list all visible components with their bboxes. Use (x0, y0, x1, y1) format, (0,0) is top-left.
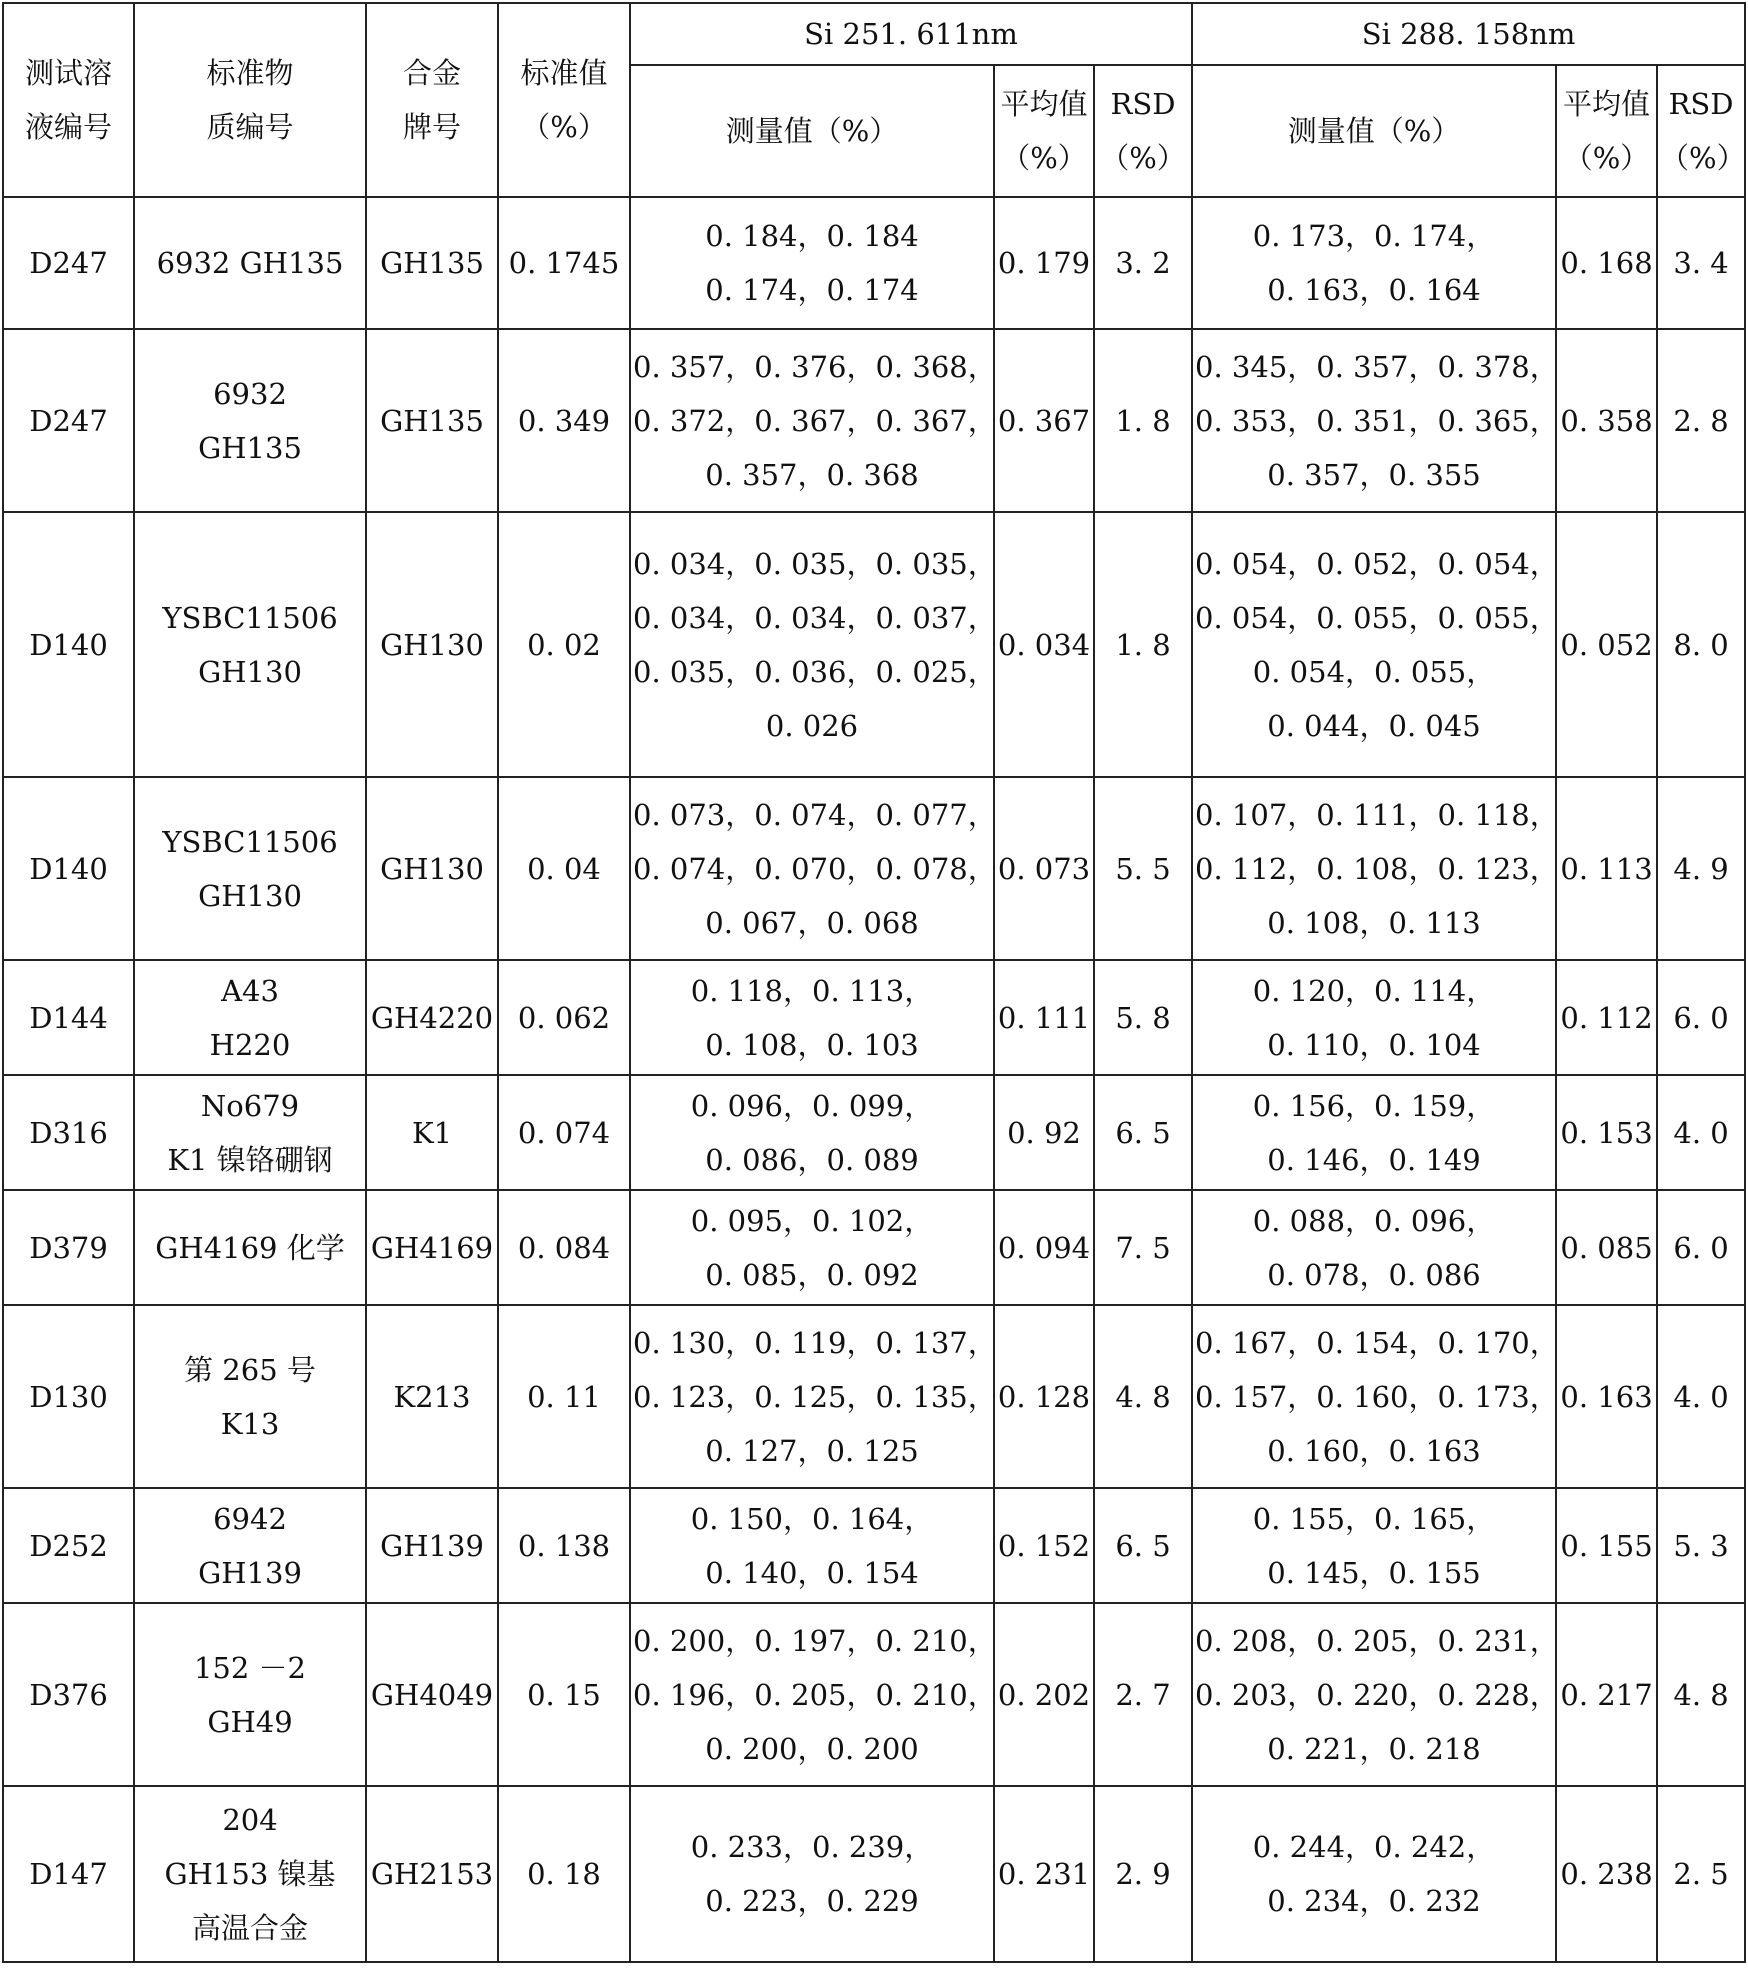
cell-alloy-grade: GH4169 (366, 1190, 498, 1305)
cell-mean-si-288: 0. 358 (1556, 329, 1657, 512)
table-row (3, 197, 1745, 329)
header-group-si-251: Si 251. 611nm (630, 3, 1192, 65)
cell-mean-si-251: 0. 92 (994, 1075, 1094, 1190)
cell-mean-si-288: 0. 155 (1556, 1488, 1657, 1603)
cell-reference-material-no: No679 K1 镍铬硼钢 (134, 1075, 366, 1190)
cell-measured-si-288: 0. 054，0. 052，0. 054， 0. 054，0. 055，0. 055， 0. 054，0. 055， 0. 044，0. 045 (1192, 512, 1556, 777)
header-rsd-1: RSD （%） (1094, 65, 1192, 197)
cell-reference-material-no: 6932 GH135 (134, 329, 366, 512)
cell-measured-si-288: 0. 088，0. 096， 0. 078，0. 086 (1192, 1190, 1556, 1305)
cell-standard-value: 0. 15 (498, 1603, 630, 1786)
cell-mean-si-251: 0. 152 (994, 1488, 1094, 1603)
cell-standard-value: 0. 084 (498, 1190, 630, 1305)
cell-test-solution-no: D144 (3, 960, 134, 1075)
cell-alloy-grade: GH4220 (366, 960, 498, 1075)
cell-test-solution-no: D147 (3, 1786, 134, 1962)
table-row (3, 1603, 1745, 1786)
cell-rsd-si-251: 1. 8 (1094, 329, 1192, 512)
table-row (3, 1305, 1745, 1488)
cell-rsd-si-288: 3. 4 (1657, 197, 1745, 329)
cell-measured-si-288: 0. 244，0. 242， 0. 234，0. 232 (1192, 1786, 1556, 1962)
cell-reference-material-no: 第 265 号 K13 (134, 1305, 366, 1488)
cell-standard-value: 0. 074 (498, 1075, 630, 1190)
cell-alloy-grade: K213 (366, 1305, 498, 1488)
cell-standard-value: 0. 349 (498, 329, 630, 512)
table-row (3, 1075, 1745, 1190)
cell-mean-si-288: 0. 163 (1556, 1305, 1657, 1488)
header-rsd-2: RSD （%） (1657, 65, 1745, 197)
cell-test-solution-no: D316 (3, 1075, 134, 1190)
cell-measured-si-251: 0. 096，0. 099， 0. 086，0. 089 (630, 1075, 994, 1190)
cell-rsd-si-288: 6. 0 (1657, 1190, 1745, 1305)
cell-measured-si-251: 0. 073，0. 074，0. 077， 0. 074，0. 070，0. 078， 0. 067，0. 068 (630, 777, 994, 960)
cell-rsd-si-251: 6. 5 (1094, 1075, 1192, 1190)
cell-rsd-si-288: 4. 0 (1657, 1305, 1745, 1488)
table-row (3, 777, 1745, 960)
cell-measured-si-288: 0. 107，0. 111，0. 118， 0. 112，0. 108，0. 123， 0. 108，0. 113 (1192, 777, 1556, 960)
cell-rsd-si-251: 5. 5 (1094, 777, 1192, 960)
cell-reference-material-no: 6942 GH139 (134, 1488, 366, 1603)
cell-standard-value: 0. 02 (498, 512, 630, 777)
cell-mean-si-251: 0. 094 (994, 1190, 1094, 1305)
cell-alloy-grade: K1 (366, 1075, 498, 1190)
cell-rsd-si-288: 6. 0 (1657, 960, 1745, 1075)
cell-alloy-grade: GH135 (366, 329, 498, 512)
cell-rsd-si-251: 6. 5 (1094, 1488, 1192, 1603)
header-group-si-288: Si 288. 158nm (1192, 3, 1745, 65)
cell-reference-material-no: YSBC11506 GH130 (134, 777, 366, 960)
cell-measured-si-251: 0. 200，0. 197，0. 210， 0. 196，0. 205，0. 210， 0. 200，0. 200 (630, 1603, 994, 1786)
table-row (3, 329, 1745, 512)
cell-measured-si-251: 0. 233，0. 239， 0. 223，0. 229 (630, 1786, 994, 1962)
cell-measured-si-288: 0. 156，0. 159， 0. 146，0. 149 (1192, 1075, 1556, 1190)
cell-rsd-si-251: 5. 8 (1094, 960, 1192, 1075)
cell-measured-si-251: 0. 118，0. 113， 0. 108，0. 103 (630, 960, 994, 1075)
cell-alloy-grade: GH2153 (366, 1786, 498, 1962)
results-table (2, 2, 1746, 1963)
cell-mean-si-288: 0. 113 (1556, 777, 1657, 960)
header-test-solution-no: 测试溶 液编号 (3, 3, 134, 197)
cell-test-solution-no: D379 (3, 1190, 134, 1305)
cell-test-solution-no: D376 (3, 1603, 134, 1786)
cell-measured-si-288: 0. 173，0. 174， 0. 163，0. 164 (1192, 197, 1556, 329)
cell-mean-si-251: 0. 231 (994, 1786, 1094, 1962)
cell-alloy-grade: GH135 (366, 197, 498, 329)
cell-rsd-si-251: 3. 2 (1094, 197, 1192, 329)
cell-alloy-grade: GH130 (366, 777, 498, 960)
cell-rsd-si-251: 2. 9 (1094, 1786, 1192, 1962)
cell-reference-material-no: YSBC11506 GH130 (134, 512, 366, 777)
cell-standard-value: 0. 11 (498, 1305, 630, 1488)
cell-rsd-si-288: 5. 3 (1657, 1488, 1745, 1603)
cell-standard-value: 0. 18 (498, 1786, 630, 1962)
cell-alloy-grade: GH130 (366, 512, 498, 777)
cell-standard-value: 0. 062 (498, 960, 630, 1075)
cell-reference-material-no: 204 GH153 镍基 高温合金 (134, 1786, 366, 1962)
table-row (3, 1488, 1745, 1603)
cell-test-solution-no: D130 (3, 1305, 134, 1488)
header-reference-material-no: 标准物 质编号 (134, 3, 366, 197)
cell-mean-si-251: 0. 073 (994, 777, 1094, 960)
cell-mean-si-288: 0. 153 (1556, 1075, 1657, 1190)
cell-measured-si-288: 0. 155，0. 165， 0. 145，0. 155 (1192, 1488, 1556, 1603)
cell-mean-si-251: 0. 034 (994, 512, 1094, 777)
header-standard-value: 标准值 （%） (498, 3, 630, 197)
cell-mean-si-288: 0. 085 (1556, 1190, 1657, 1305)
cell-reference-material-no: 6932 GH135 (134, 197, 366, 329)
cell-mean-si-251: 0. 111 (994, 960, 1094, 1075)
cell-rsd-si-288: 2. 5 (1657, 1786, 1745, 1962)
cell-reference-material-no: 152 －2 GH49 (134, 1603, 366, 1786)
cell-rsd-si-251: 2. 7 (1094, 1603, 1192, 1786)
cell-rsd-si-288: 4. 9 (1657, 777, 1745, 960)
cell-measured-si-251: 0. 357，0. 376，0. 368， 0. 372，0. 367，0. 367， 0. 357，0. 368 (630, 329, 994, 512)
cell-mean-si-288: 0. 112 (1556, 960, 1657, 1075)
cell-rsd-si-288: 4. 8 (1657, 1603, 1745, 1786)
table-row (3, 960, 1745, 1075)
cell-rsd-si-251: 4. 8 (1094, 1305, 1192, 1488)
cell-rsd-si-288: 8. 0 (1657, 512, 1745, 777)
cell-test-solution-no: D247 (3, 329, 134, 512)
cell-measured-si-288: 0. 345，0. 357，0. 378， 0. 353，0. 351，0. 365， 0. 357，0. 355 (1192, 329, 1556, 512)
cell-measured-si-251: 0. 095，0. 102， 0. 085，0. 092 (630, 1190, 994, 1305)
cell-alloy-grade: GH4049 (366, 1603, 498, 1786)
table-row (3, 512, 1745, 777)
cell-test-solution-no: D247 (3, 197, 134, 329)
cell-test-solution-no: D140 (3, 777, 134, 960)
table-row (3, 1786, 1745, 1962)
cell-rsd-si-288: 2. 8 (1657, 329, 1745, 512)
cell-measured-si-288: 0. 208，0. 205，0. 231， 0. 203，0. 220，0. 228， 0. 221，0. 218 (1192, 1603, 1556, 1786)
header-alloy-grade: 合金 牌号 (366, 3, 498, 197)
cell-measured-si-251: 0. 150，0. 164， 0. 140，0. 154 (630, 1488, 994, 1603)
cell-rsd-si-288: 4. 0 (1657, 1075, 1745, 1190)
cell-mean-si-251: 0. 128 (994, 1305, 1094, 1488)
cell-reference-material-no: A43 H220 (134, 960, 366, 1075)
cell-measured-si-288: 0. 167，0. 154，0. 170， 0. 157，0. 160，0. 173， 0. 160，0. 163 (1192, 1305, 1556, 1488)
cell-mean-si-288: 0. 052 (1556, 512, 1657, 777)
cell-standard-value: 0. 04 (498, 777, 630, 960)
cell-measured-si-251: 0. 184，0. 184 0. 174，0. 174 (630, 197, 994, 329)
cell-reference-material-no: GH4169 化学 (134, 1190, 366, 1305)
header-mean-2: 平均值 （%） (1556, 65, 1657, 197)
cell-measured-si-251: 0. 034，0. 035，0. 035， 0. 034，0. 034，0. 037， 0. 035，0. 036，0. 025， 0. 026 (630, 512, 994, 777)
cell-measured-si-288: 0. 120，0. 114， 0. 110，0. 104 (1192, 960, 1556, 1075)
header-mean-1: 平均值 （%） (994, 65, 1094, 197)
table-body (3, 197, 1745, 1962)
cell-mean-si-288: 0. 168 (1556, 197, 1657, 329)
header-measured-1: 测量值（%） (630, 65, 994, 197)
cell-mean-si-251: 0. 179 (994, 197, 1094, 329)
table-header (3, 3, 1745, 197)
cell-test-solution-no: D252 (3, 1488, 134, 1603)
cell-test-solution-no: D140 (3, 512, 134, 777)
cell-rsd-si-251: 1. 8 (1094, 512, 1192, 777)
cell-mean-si-251: 0. 367 (994, 329, 1094, 512)
cell-alloy-grade: GH139 (366, 1488, 498, 1603)
cell-rsd-si-251: 7. 5 (1094, 1190, 1192, 1305)
cell-standard-value: 0. 1745 (498, 197, 630, 329)
cell-mean-si-288: 0. 238 (1556, 1786, 1657, 1962)
cell-measured-si-251: 0. 130，0. 119，0. 137， 0. 123，0. 125，0. 135， 0. 127，0. 125 (630, 1305, 994, 1488)
table-row (3, 1190, 1745, 1305)
cell-standard-value: 0. 138 (498, 1488, 630, 1603)
header-measured-2: 测量值（%） (1192, 65, 1556, 197)
cell-mean-si-251: 0. 202 (994, 1603, 1094, 1786)
cell-mean-si-288: 0. 217 (1556, 1603, 1657, 1786)
